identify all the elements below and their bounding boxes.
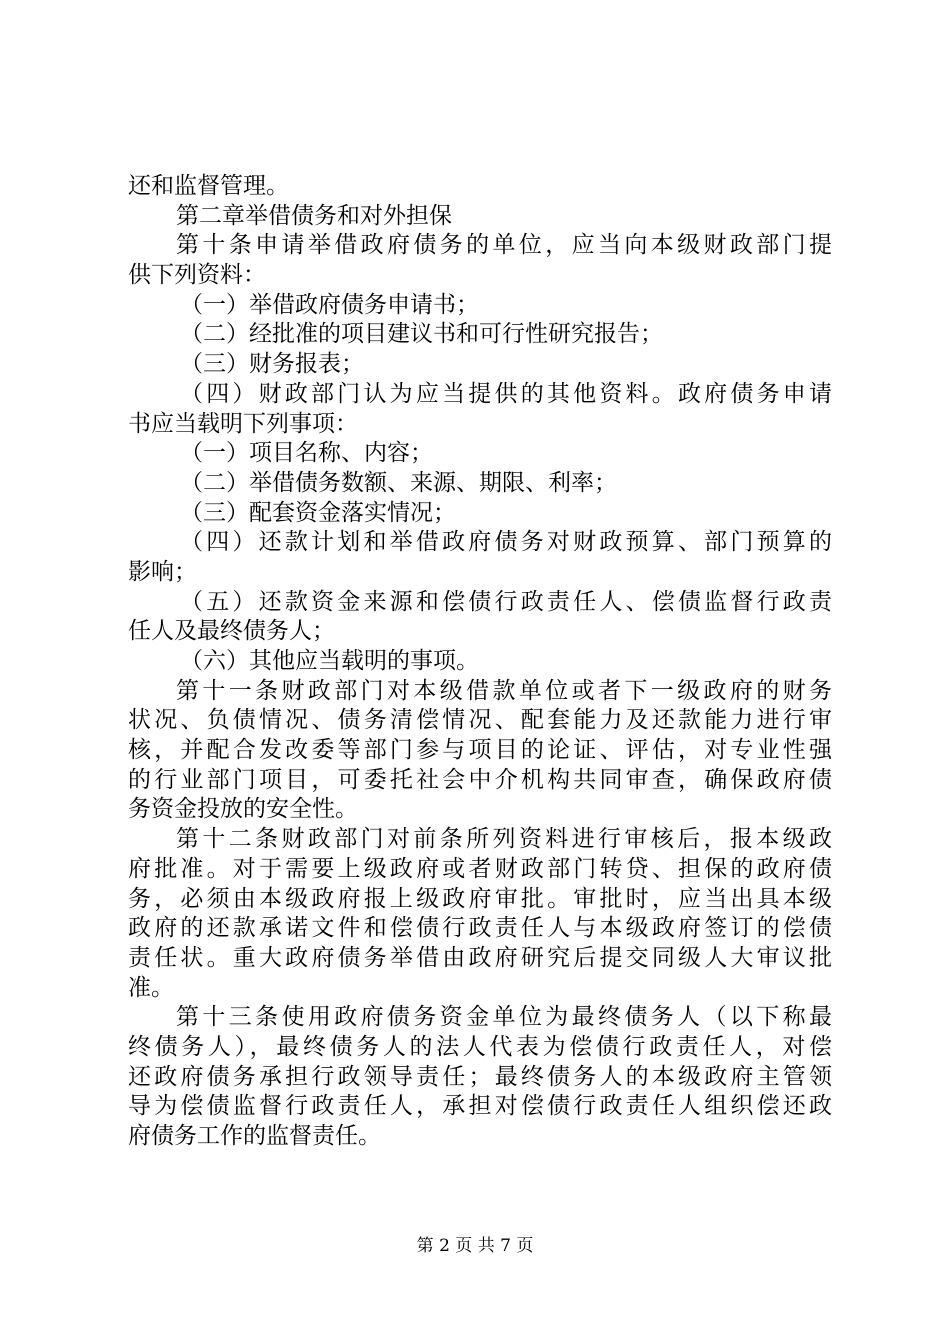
document-body (128, 172, 832, 1152)
text-line: 务，必须由本级政府报上级政府审批。审批时，应当出具本级 (128, 885, 832, 912)
text-line: 影响； (128, 558, 197, 585)
text-line: （六）其他应当载明的事项。 (180, 648, 479, 674)
text-line: 导为偿债监督行政责任人，承担对偿债行政责任人组织偿还政 (128, 1093, 832, 1120)
text-line: 书应当载明下列事项： (128, 410, 358, 437)
text-line: （一）项目名称、内容； (180, 440, 433, 467)
text-line: 府批准。对于需要上级政府或者财政部门转贷、担保的政府债 (128, 855, 832, 882)
text-line: 准。 (128, 974, 174, 1001)
text-line: （二）举借债务数额、来源、期限、利率； (180, 469, 617, 496)
text-line: 第十条申请举借政府债务的单位，应当向本级财政部门提 (176, 232, 832, 259)
text-line: （四）财政部门认为应当提供的其他资料。政府债务申请 (180, 380, 832, 407)
text-line: 终债务人），最终债务人的法人代表为偿债行政责任人，对偿 (128, 1033, 832, 1060)
text-line: （二）经批准的项目建议书和可行性研究报告； (180, 321, 663, 348)
text-line: 还和监督管理。 (128, 173, 289, 199)
text-line: （三）财务报表； (180, 351, 364, 378)
text-line: 责任状。重大政府债务举借由政府研究后提交同级人大审议批 (128, 944, 832, 971)
text-line: 第十二条财政部门对前条所列资料进行审核后，报本级政 (176, 826, 832, 853)
page-number: 第 2 页 共 7 页 (416, 1236, 534, 1256)
text-line: 状况、负债情况、债务清偿情况、配套能力及还款能力进行审 (128, 707, 832, 734)
text-line: 第十一条财政部门对本级借款单位或者下一级政府的财务 (176, 677, 832, 704)
text-line: 还政府债务承担行政领导责任；最终债务人的本级政府主管领 (128, 1063, 832, 1090)
text-line: 第十三条使用政府债务资金单位为最终债务人（以下称最 (176, 1004, 832, 1031)
text-line: 政府的还款承诺文件和偿债行政责任人与本级政府签订的偿债 (128, 915, 832, 942)
text-line: （一）举借政府债务申请书； (180, 291, 479, 318)
text-line: 府债务工作的监督责任。 (128, 1123, 381, 1149)
text-line: 任人及最终债务人； (128, 618, 335, 645)
text-line: （五）还款资金来源和偿债行政责任人、偿债监督行政责 (180, 588, 832, 615)
text-line: 的行业部门项目，可委托社会中介机构共同审查，确保政府债 (128, 766, 832, 793)
text-line: 务资金投放的安全性。 (128, 796, 358, 823)
text-line: （三）配套资金落实情况； (180, 499, 456, 526)
text-line: 第二章举借债务和对外担保 (176, 202, 452, 229)
page-footer (0, 1235, 950, 1257)
text-line: （四）还款计划和举借政府债务对财政预算、部门预算的 (180, 529, 832, 556)
text-line: 供下列资料： (128, 262, 266, 289)
text-line: 核，并配合发改委等部门参与项目的论证、评估，对专业性强 (128, 737, 832, 764)
